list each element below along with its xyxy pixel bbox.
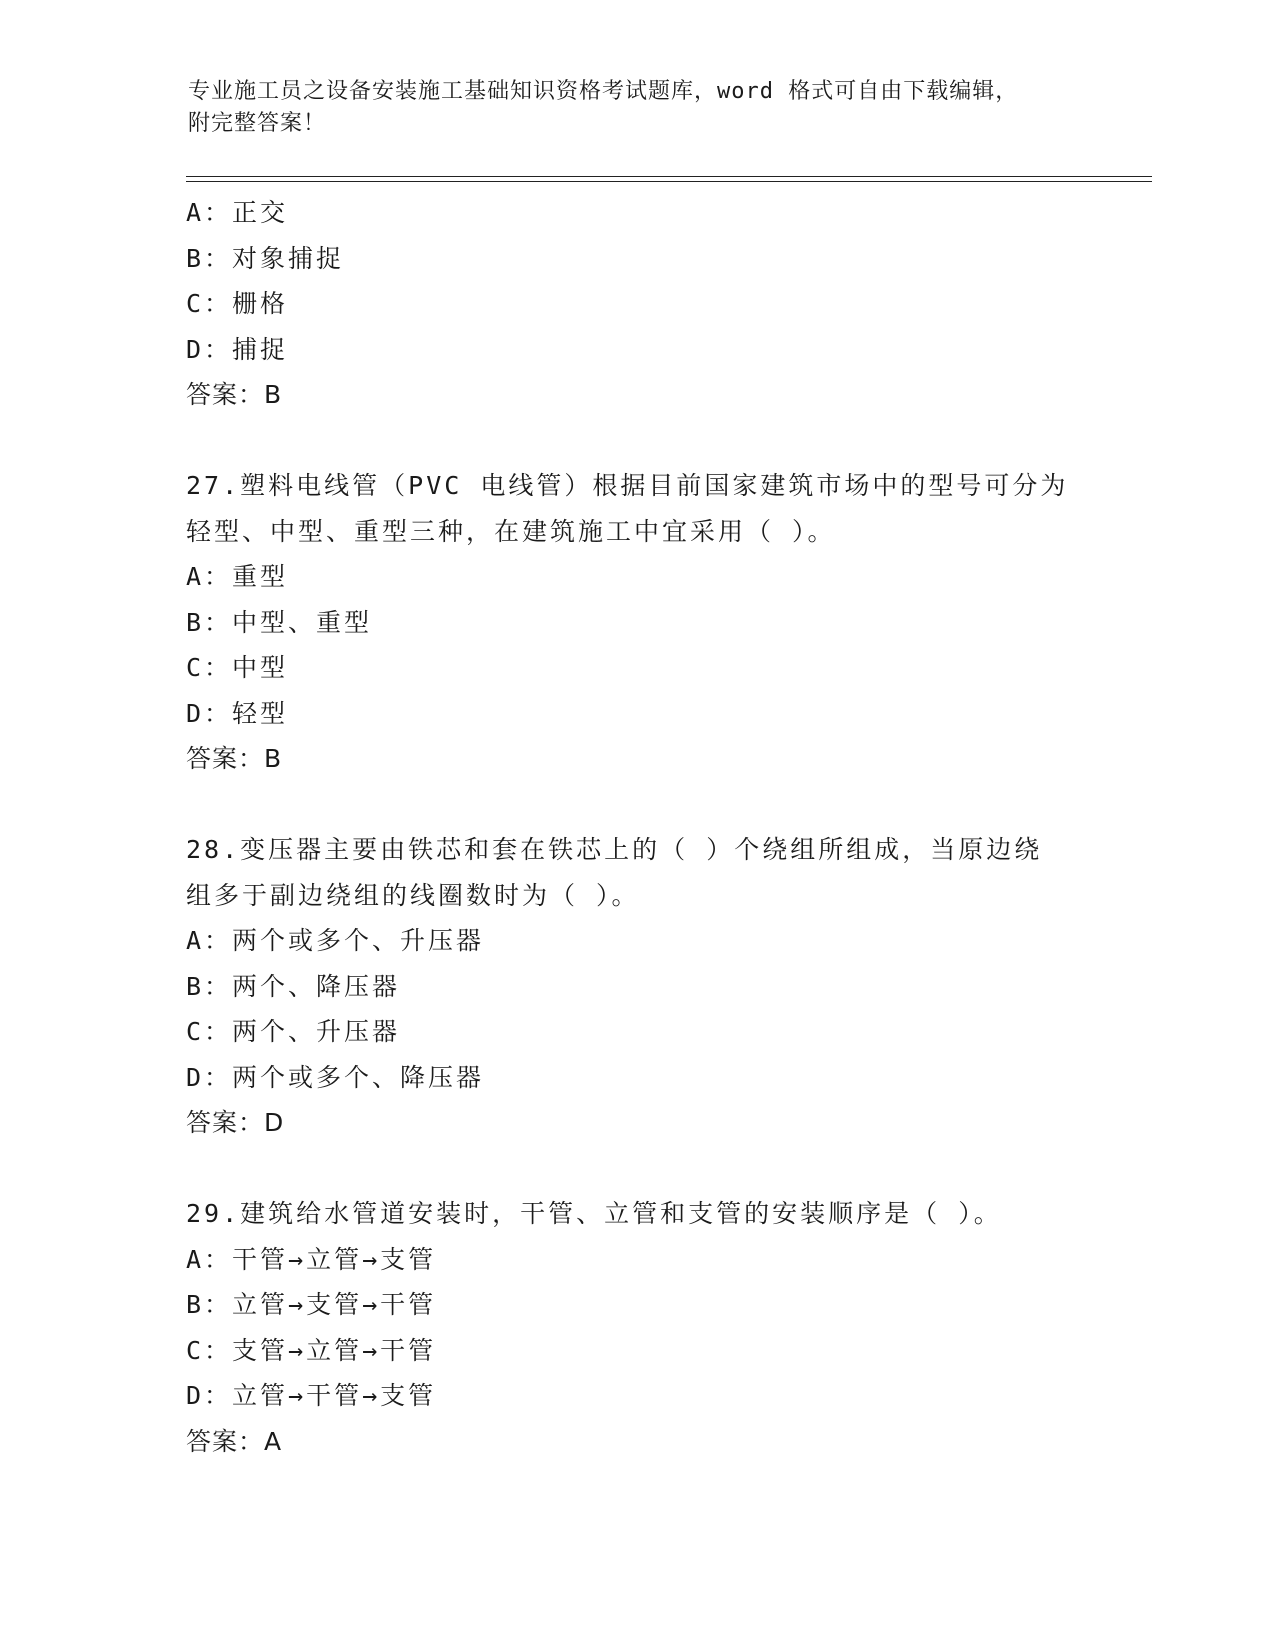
header-rule-top xyxy=(186,176,1152,177)
option-b: B：两个、降压器 xyxy=(186,971,401,1001)
question-text-line: 29.建筑给水管道安装时，干管、立管和支管的安装顺序是（ ）。 xyxy=(186,1199,1002,1228)
question-28 xyxy=(186,827,1086,1146)
question-text-line: 轻型、中型、重型三种，在建筑施工中宜采用（ ）。 xyxy=(186,516,836,546)
option-b: B：立管→支管→干管 xyxy=(186,1290,437,1319)
option-c: C：栅格 xyxy=(186,289,289,318)
option-a: A：重型 xyxy=(186,562,289,591)
document-header xyxy=(188,76,1068,140)
answer: 答案：B xyxy=(186,744,283,773)
question-list xyxy=(186,190,1086,1464)
header-rule-bottom xyxy=(186,181,1152,182)
question-text-line: 27.塑料电线管（PVC 电线管）根据目前国家建筑市场中的型号可分为 xyxy=(186,471,1069,500)
question-text-line: 28.变压器主要由铁芯和套在铁芯上的（ ）个绕组所组成，当原边绕 xyxy=(186,835,1043,864)
spacer xyxy=(186,418,1086,464)
answer: 答案：B xyxy=(186,380,283,409)
option-d: D：立管→干管→支管 xyxy=(186,1381,437,1410)
option-a: A：干管→立管→支管 xyxy=(186,1244,437,1274)
question-29 xyxy=(186,1191,1086,1464)
header-line-2: 附完整答案！ xyxy=(188,111,327,136)
option-a: A：正交 xyxy=(186,198,289,227)
question-27 xyxy=(186,463,1086,782)
option-b: B：对象捕捉 xyxy=(186,243,345,273)
option-b: B：中型、重型 xyxy=(186,607,373,637)
answer: 答案：A xyxy=(186,1426,283,1456)
option-a: A：两个或多个、升压器 xyxy=(186,926,485,955)
option-c: C：支管→立管→干管 xyxy=(186,1335,437,1365)
option-d: D：捕捉 xyxy=(186,334,289,364)
header-line-1: 专业施工员之设备安装施工基础知识资格考试题库，word 格式可自由下载编辑， xyxy=(188,79,1019,104)
option-d: D：两个或多个、降压器 xyxy=(186,1062,485,1092)
partial-question xyxy=(186,190,1086,418)
option-d: D：轻型 xyxy=(186,698,289,728)
answer: 答案：D xyxy=(186,1108,285,1137)
spacer xyxy=(186,1146,1086,1192)
spacer xyxy=(186,782,1086,828)
question-text-line: 组多于副边绕组的线圈数时为（ ）。 xyxy=(186,880,640,910)
option-c: C：两个、升压器 xyxy=(186,1017,401,1046)
option-c: C：中型 xyxy=(186,653,289,682)
